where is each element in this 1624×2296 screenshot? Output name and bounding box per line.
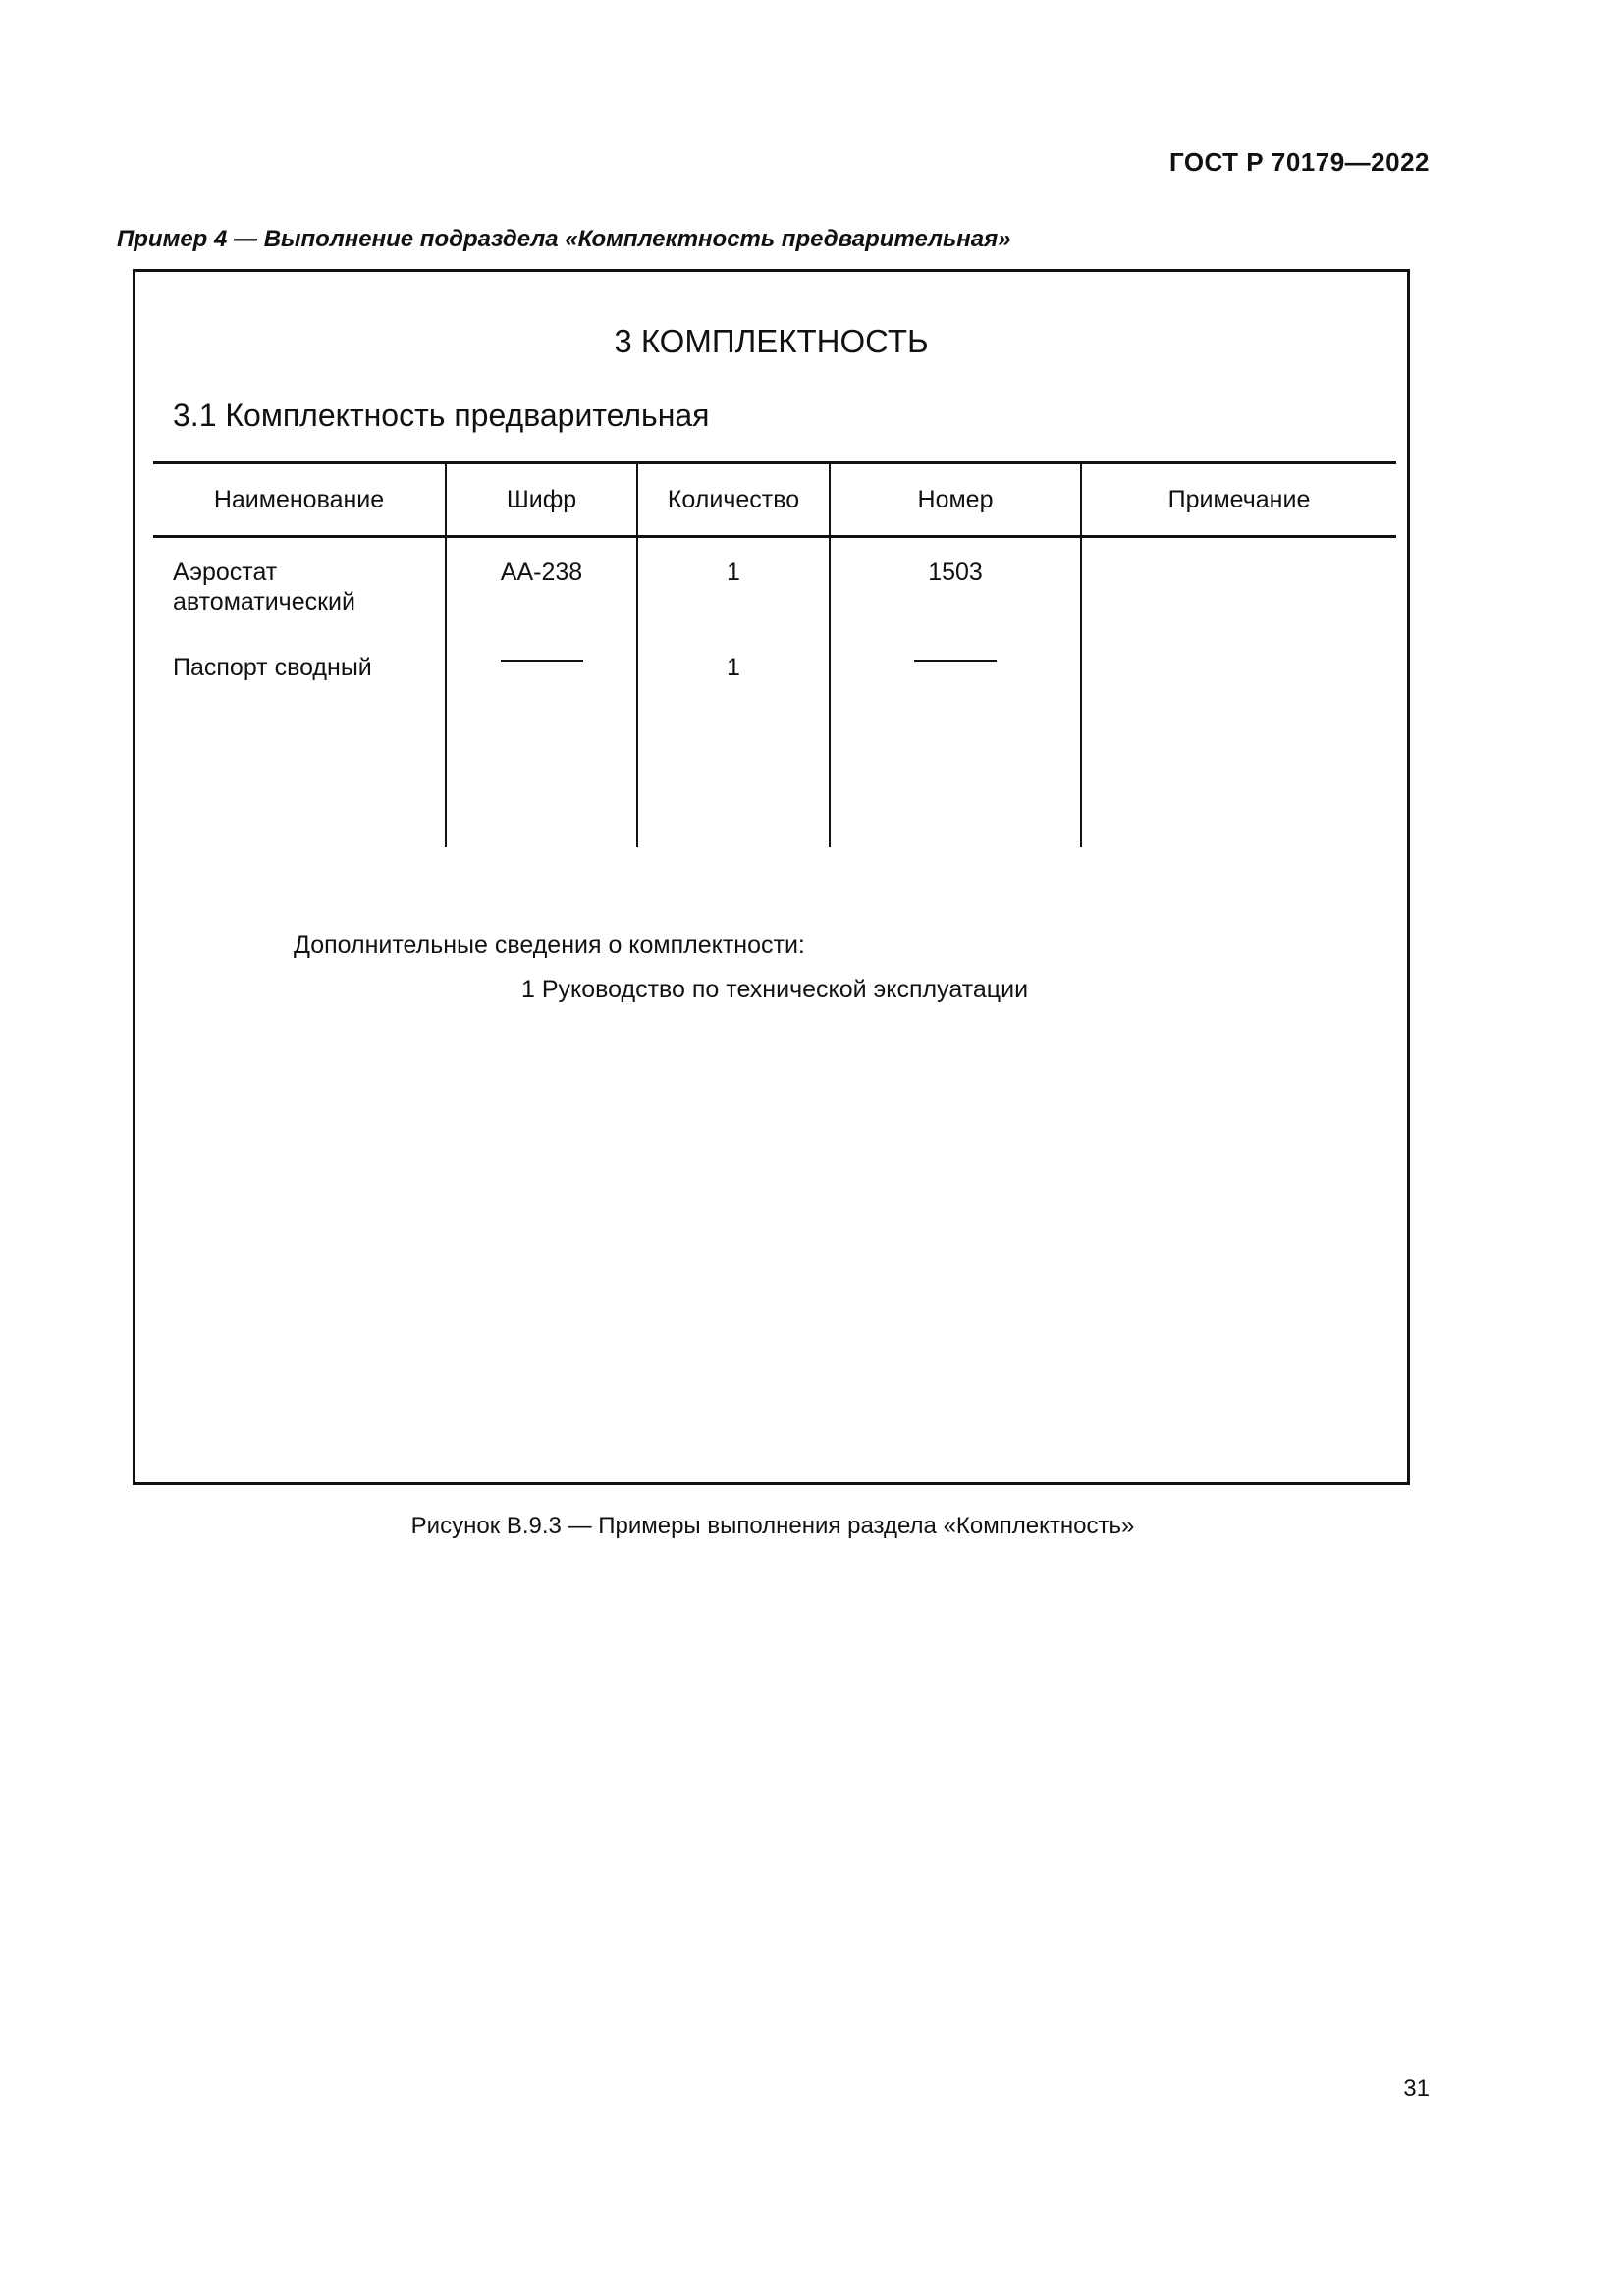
cell-number: 1503 bbox=[830, 537, 1081, 654]
extra-info-item: 1 Руководство по технической эксплуатации bbox=[521, 976, 1029, 1003]
dash-mark bbox=[914, 660, 997, 662]
column-header-code: Шифр bbox=[446, 463, 637, 537]
kit-table bbox=[153, 461, 1396, 847]
cell-note bbox=[1081, 537, 1396, 654]
page-number: 31 bbox=[1403, 2075, 1430, 2102]
column-header-number: Номер bbox=[830, 463, 1081, 537]
subsection-title: 3.1 Комплектность предварительная bbox=[173, 398, 710, 433]
column-header-note: Примечание bbox=[1081, 463, 1396, 537]
extra-info-label: Дополнительные сведения о комплектности: bbox=[294, 932, 805, 959]
table-row bbox=[153, 537, 1396, 654]
cell-quantity: 1 bbox=[637, 653, 830, 692]
cell-name: Паспорт сводный bbox=[173, 654, 372, 681]
cell-quantity: 1 bbox=[637, 537, 830, 654]
standard-code: ГОСТ Р 70179—2022 bbox=[1168, 147, 1430, 177]
example-frame bbox=[133, 269, 1410, 1485]
cell-note bbox=[1081, 653, 1396, 692]
figure-caption: Рисунок В.9.3 — Примеры выполнения раздела «Комплектность» bbox=[410, 1513, 1135, 1539]
cell-code bbox=[446, 653, 637, 692]
column-header-name: Наименование bbox=[153, 463, 446, 537]
example-caption: Пример 4 — Выполнение подраздела «Комплектность предварительная» bbox=[117, 226, 1011, 252]
table-row bbox=[153, 653, 1396, 692]
dash-mark bbox=[501, 660, 583, 662]
cell-number bbox=[830, 653, 1081, 692]
table-header-row bbox=[153, 463, 1396, 537]
cell-name: Аэростат автоматический bbox=[173, 559, 355, 615]
table-spacer-row bbox=[153, 692, 1396, 847]
section-title: 3 КОМПЛЕКТНОСТЬ bbox=[614, 323, 929, 359]
column-header-quantity: Количество bbox=[637, 463, 830, 537]
cell-code: АА-238 bbox=[446, 537, 637, 654]
